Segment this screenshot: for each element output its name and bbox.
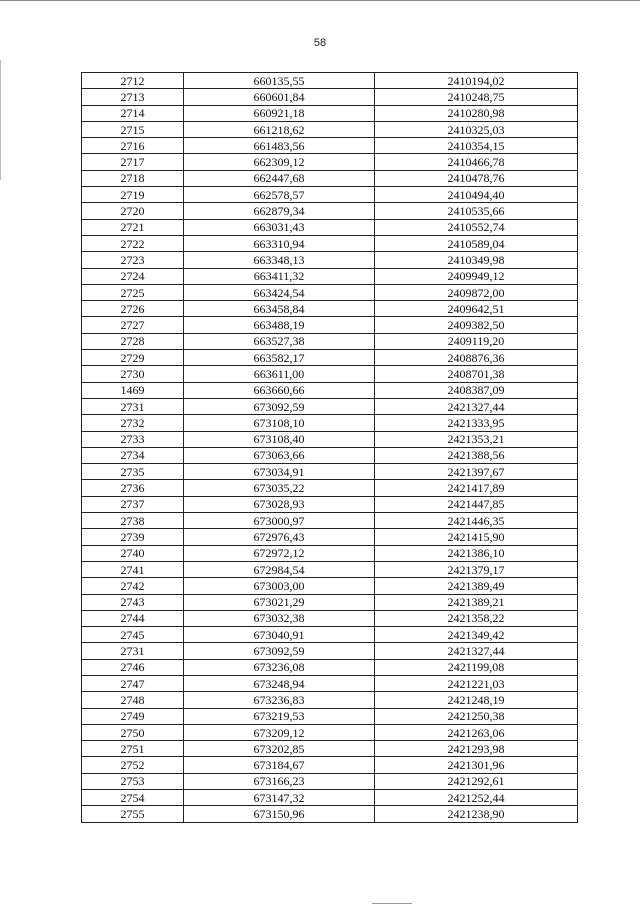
x-coordinate-cell: 660601,84 — [184, 89, 375, 105]
point-number-cell: 2728 — [82, 333, 184, 349]
x-coordinate-cell: 673202,85 — [184, 741, 375, 757]
point-number-cell: 2737 — [82, 496, 184, 512]
table-row — [82, 659, 578, 675]
y-coordinate-cell: 2421447,85 — [375, 496, 578, 512]
x-coordinate-cell: 663348,13 — [184, 252, 375, 268]
y-coordinate-cell: 2421446,35 — [375, 513, 578, 529]
y-coordinate-cell: 2421389,49 — [375, 578, 578, 594]
table-row — [82, 235, 578, 251]
x-coordinate-cell: 663611,00 — [184, 366, 375, 382]
x-coordinate-cell: 662309,12 — [184, 154, 375, 170]
point-number-cell: 2736 — [82, 480, 184, 496]
table-row — [82, 741, 578, 757]
y-coordinate-cell: 2421349,42 — [375, 627, 578, 643]
y-coordinate-cell: 2410248,75 — [375, 89, 578, 105]
y-coordinate-cell: 2410349,98 — [375, 252, 578, 268]
point-number-cell: 2743 — [82, 594, 184, 610]
table-row — [82, 627, 578, 643]
table-row — [82, 724, 578, 740]
point-number-cell: 2731 — [82, 398, 184, 414]
table-row — [82, 790, 578, 806]
x-coordinate-cell: 673248,94 — [184, 675, 375, 691]
table-row — [82, 675, 578, 691]
table-row — [82, 138, 578, 154]
point-number-cell: 2738 — [82, 513, 184, 529]
table-row — [82, 284, 578, 300]
y-coordinate-cell: 2421250,38 — [375, 708, 578, 724]
x-coordinate-cell: 673063,66 — [184, 447, 375, 463]
point-number-cell: 2748 — [82, 692, 184, 708]
x-coordinate-cell: 673003,00 — [184, 578, 375, 594]
table-row — [82, 431, 578, 447]
point-number-cell: 2746 — [82, 659, 184, 675]
x-coordinate-cell: 673219,53 — [184, 708, 375, 724]
x-coordinate-cell: 673150,96 — [184, 806, 375, 822]
table-row — [82, 301, 578, 317]
table-row — [82, 105, 578, 121]
x-coordinate-cell: 661483,56 — [184, 138, 375, 154]
point-number-cell: 2725 — [82, 284, 184, 300]
point-number-cell: 2734 — [82, 447, 184, 463]
point-number-cell: 2739 — [82, 529, 184, 545]
point-number-cell: 2732 — [82, 415, 184, 431]
point-number-cell: 1469 — [82, 382, 184, 398]
table-row — [82, 154, 578, 170]
y-coordinate-cell: 2421397,67 — [375, 464, 578, 480]
point-number-cell: 2727 — [82, 317, 184, 333]
point-number-cell: 2721 — [82, 219, 184, 235]
x-coordinate-cell: 662879,34 — [184, 203, 375, 219]
point-number-cell: 2718 — [82, 170, 184, 186]
table-row — [82, 513, 578, 529]
point-number-cell: 2723 — [82, 252, 184, 268]
y-coordinate-cell: 2421353,21 — [375, 431, 578, 447]
y-coordinate-cell: 2408701,38 — [375, 366, 578, 382]
x-coordinate-cell: 673034,91 — [184, 464, 375, 480]
y-coordinate-cell: 2421301,96 — [375, 757, 578, 773]
point-number-cell: 2735 — [82, 464, 184, 480]
x-coordinate-cell: 673166,23 — [184, 773, 375, 789]
x-coordinate-cell: 673092,59 — [184, 643, 375, 659]
x-coordinate-cell: 673040,91 — [184, 627, 375, 643]
point-number-cell: 2729 — [82, 350, 184, 366]
y-coordinate-cell: 2421248,19 — [375, 692, 578, 708]
point-number-cell: 2744 — [82, 610, 184, 626]
scan-edge-left — [0, 60, 1, 180]
x-coordinate-cell: 673000,97 — [184, 513, 375, 529]
x-coordinate-cell: 663424,54 — [184, 284, 375, 300]
x-coordinate-cell: 673035,22 — [184, 480, 375, 496]
point-number-cell: 2755 — [82, 806, 184, 822]
point-number-cell: 2716 — [82, 138, 184, 154]
page-number: 58 — [313, 37, 327, 49]
table-row — [82, 89, 578, 105]
point-number-cell: 2712 — [82, 73, 184, 89]
point-number-cell: 2714 — [82, 105, 184, 121]
y-coordinate-cell: 2421221,03 — [375, 675, 578, 691]
point-number-cell: 2719 — [82, 187, 184, 203]
y-coordinate-cell: 2409382,50 — [375, 317, 578, 333]
table-row — [82, 773, 578, 789]
table-row — [82, 398, 578, 414]
y-coordinate-cell: 2408876,36 — [375, 350, 578, 366]
point-number-cell: 2752 — [82, 757, 184, 773]
point-number-cell: 2745 — [82, 627, 184, 643]
point-number-cell: 2747 — [82, 675, 184, 691]
y-coordinate-cell: 2421252,44 — [375, 790, 578, 806]
point-number-cell: 2749 — [82, 708, 184, 724]
y-coordinate-cell: 2410535,66 — [375, 203, 578, 219]
x-coordinate-cell: 662578,57 — [184, 187, 375, 203]
y-coordinate-cell: 2421358,22 — [375, 610, 578, 626]
x-coordinate-cell: 663488,19 — [184, 317, 375, 333]
x-coordinate-cell: 673021,29 — [184, 594, 375, 610]
x-coordinate-cell: 672984,54 — [184, 561, 375, 577]
coordinates-table — [81, 72, 578, 823]
table-row — [82, 219, 578, 235]
y-coordinate-cell: 2421293,98 — [375, 741, 578, 757]
x-coordinate-cell: 673108,10 — [184, 415, 375, 431]
x-coordinate-cell: 663660,66 — [184, 382, 375, 398]
x-coordinate-cell: 673184,67 — [184, 757, 375, 773]
table-row — [82, 480, 578, 496]
y-coordinate-cell: 2421333,95 — [375, 415, 578, 431]
y-coordinate-cell: 2421379,17 — [375, 561, 578, 577]
y-coordinate-cell: 2410354,15 — [375, 138, 578, 154]
table-row — [82, 268, 578, 284]
x-coordinate-cell: 672976,43 — [184, 529, 375, 545]
table-row — [82, 578, 578, 594]
x-coordinate-cell: 673032,38 — [184, 610, 375, 626]
point-number-cell: 2720 — [82, 203, 184, 219]
table-row — [82, 350, 578, 366]
table-row — [82, 382, 578, 398]
y-coordinate-cell: 2421327,44 — [375, 643, 578, 659]
y-coordinate-cell: 2421199,08 — [375, 659, 578, 675]
point-number-cell: 2742 — [82, 578, 184, 594]
y-coordinate-cell: 2421388,56 — [375, 447, 578, 463]
x-coordinate-cell: 673209,12 — [184, 724, 375, 740]
table-row — [82, 708, 578, 724]
table-row — [82, 610, 578, 626]
table-row — [82, 806, 578, 822]
table-row — [82, 317, 578, 333]
y-coordinate-cell: 2421389,21 — [375, 594, 578, 610]
x-coordinate-cell: 660135,55 — [184, 73, 375, 89]
y-coordinate-cell: 2409642,51 — [375, 301, 578, 317]
point-number-cell: 2730 — [82, 366, 184, 382]
y-coordinate-cell: 2409949,12 — [375, 268, 578, 284]
table-row — [82, 187, 578, 203]
point-number-cell: 2717 — [82, 154, 184, 170]
x-coordinate-cell: 663310,94 — [184, 235, 375, 251]
table-row — [82, 529, 578, 545]
y-coordinate-cell: 2409872,00 — [375, 284, 578, 300]
y-coordinate-cell: 2410552,74 — [375, 219, 578, 235]
y-coordinate-cell: 2410280,98 — [375, 105, 578, 121]
x-coordinate-cell: 662447,68 — [184, 170, 375, 186]
y-coordinate-cell: 2421292,61 — [375, 773, 578, 789]
y-coordinate-cell: 2421327,44 — [375, 398, 578, 414]
y-coordinate-cell: 2410466,78 — [375, 154, 578, 170]
table-row — [82, 643, 578, 659]
x-coordinate-cell: 663411,32 — [184, 268, 375, 284]
point-number-cell: 2741 — [82, 561, 184, 577]
point-number-cell: 2722 — [82, 235, 184, 251]
table-row — [82, 252, 578, 268]
point-number-cell: 2753 — [82, 773, 184, 789]
y-coordinate-cell: 2421263,06 — [375, 724, 578, 740]
y-coordinate-cell: 2410478,76 — [375, 170, 578, 186]
x-coordinate-cell: 673028,93 — [184, 496, 375, 512]
x-coordinate-cell: 673092,59 — [184, 398, 375, 414]
x-coordinate-cell: 673108,40 — [184, 431, 375, 447]
x-coordinate-cell: 663582,17 — [184, 350, 375, 366]
point-number-cell: 2726 — [82, 301, 184, 317]
point-number-cell: 2715 — [82, 121, 184, 137]
table-row — [82, 545, 578, 561]
table-row — [82, 333, 578, 349]
table-row — [82, 203, 578, 219]
y-coordinate-cell: 2421417,89 — [375, 480, 578, 496]
x-coordinate-cell: 663458,84 — [184, 301, 375, 317]
y-coordinate-cell: 2410194,02 — [375, 73, 578, 89]
table-row — [82, 415, 578, 431]
table-row — [82, 121, 578, 137]
y-coordinate-cell: 2421386,10 — [375, 545, 578, 561]
y-coordinate-cell: 2421238,90 — [375, 806, 578, 822]
scan-edge-top — [0, 0, 640, 1]
x-coordinate-cell: 673236,08 — [184, 659, 375, 675]
table-row — [82, 561, 578, 577]
y-coordinate-cell: 2410325,03 — [375, 121, 578, 137]
point-number-cell: 2750 — [82, 724, 184, 740]
point-number-cell: 2754 — [82, 790, 184, 806]
y-coordinate-cell: 2410589,04 — [375, 235, 578, 251]
y-coordinate-cell: 2408387,09 — [375, 382, 578, 398]
point-number-cell: 2751 — [82, 741, 184, 757]
point-number-cell: 2713 — [82, 89, 184, 105]
x-coordinate-cell: 672972,12 — [184, 545, 375, 561]
y-coordinate-cell: 2421415,90 — [375, 529, 578, 545]
point-number-cell: 2724 — [82, 268, 184, 284]
x-coordinate-cell: 661218,62 — [184, 121, 375, 137]
y-coordinate-cell: 2409119,20 — [375, 333, 578, 349]
table-row — [82, 594, 578, 610]
table-row — [82, 366, 578, 382]
x-coordinate-cell: 663527,38 — [184, 333, 375, 349]
y-coordinate-cell: 2410494,40 — [375, 187, 578, 203]
x-coordinate-cell: 673147,32 — [184, 790, 375, 806]
x-coordinate-cell: 660921,18 — [184, 105, 375, 121]
point-number-cell: 2733 — [82, 431, 184, 447]
table-row — [82, 692, 578, 708]
scan-mark-bottom — [372, 903, 412, 904]
table-row — [82, 170, 578, 186]
point-number-cell: 2731 — [82, 643, 184, 659]
point-number-cell: 2740 — [82, 545, 184, 561]
table-row — [82, 496, 578, 512]
x-coordinate-cell: 673236,83 — [184, 692, 375, 708]
table-row — [82, 447, 578, 463]
table-row — [82, 757, 578, 773]
table-row — [82, 73, 578, 89]
coordinates-table-body — [82, 73, 578, 823]
x-coordinate-cell: 663031,43 — [184, 219, 375, 235]
table-row — [82, 464, 578, 480]
